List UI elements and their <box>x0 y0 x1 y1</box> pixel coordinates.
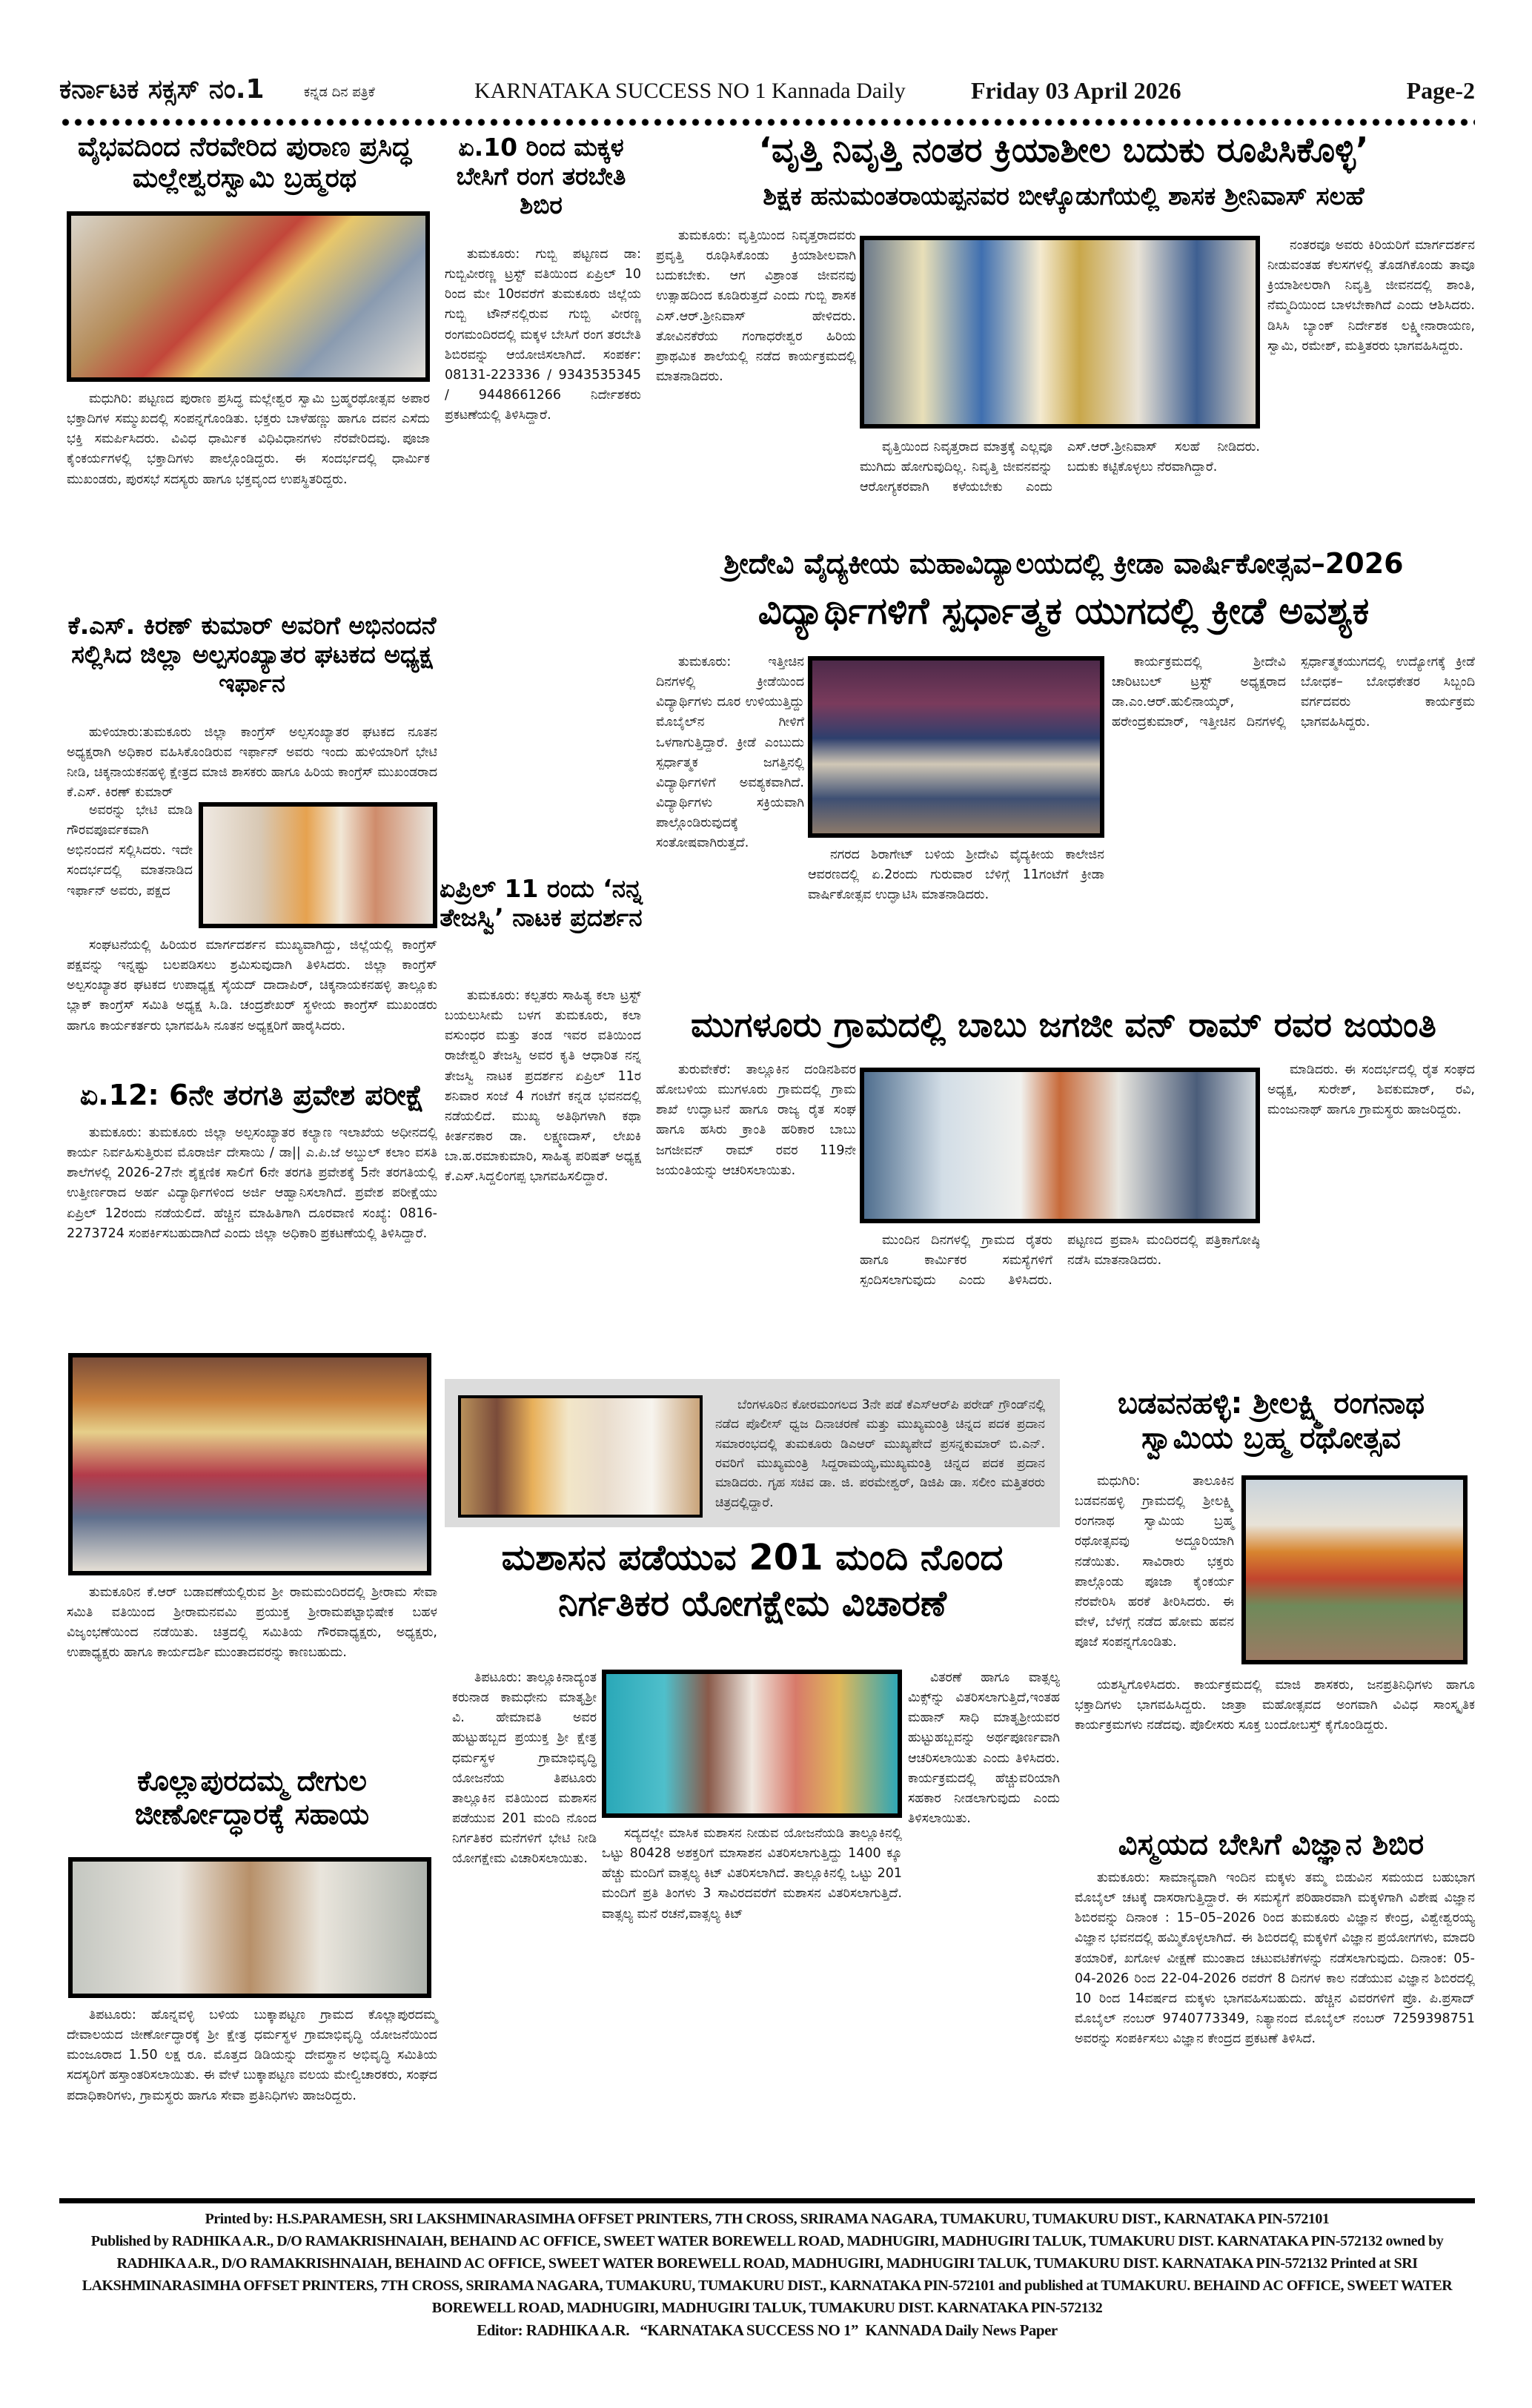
imprint-editor <box>59 2319 1475 2343</box>
retirement-body-right <box>1267 236 1475 525</box>
headline-brahmaratha: ವೈಭವದಿಂದ ನೆರವೇರಿದ ಪುರಾಣ ಪ್ರಸಿದ್ಧ ಮಲ್ಲೇಶ್ವರಸ್ವಾಮಿ ಬ್ರಹ್ಮರಥ <box>77 132 412 194</box>
article-text: ತುಮಕೂರು: ಗುಬ್ಬಿ ಪಟ್ಟಣದ ಡಾ: ಗುಬ್ಬಿವೀರಣ್ಣ ಟ್ರಸ್ಟ್ ವತಿಯಿಂದ ಏಪ್ರಿಲ್ 10 ರಿಂದ ಮೇ 10ರವರೆಗೆ ತುಮಕೂರು ಜಿಲ್ಲೆಯ ಗುಬ್ಬಿ ಟೌನ್‌ನಲ್ಲಿರುವ ಗುಬ್ಬಿ ವೀರಣ್ಣ ರಂಗಮಂದಿರದಲ್ಲಿ ಮಕ್ಕಳ ಬೇಸಿಗೆ ರಂಗ ತರಬೇತಿ ಶಿಬಿರವನ್ನು ಆಯೋಜಿಸಲಾಗಿದೆ. ಸಂಪರ್ಕ: 08131-223336 / 9343535345 / 9448661266 ನಿರ್ದೇಶಕರು ಪ್ರಕಟಣೆಯಲ್ಲಿ ತಿಳಿಸಿದ್ದಾರೆ. <box>445 247 641 423</box>
photo-badavanahalli <box>1241 1475 1468 1664</box>
retirement-body-left <box>656 226 856 523</box>
article-text: ಸಂಘಟನೆಯಲ್ಲಿ ಹಿರಿಯರ ಮಾರ್ಗದರ್ಶನ ಮುಖ್ಯವಾಗಿದ್ದು, ಜಿಲ್ಲೆಯಲ್ಲಿ ಕಾಂಗ್ರೆಸ್ ಪಕ್ಷವನ್ನು ಇನ್ನಷ್ಟು ಬಲಪಡಿಸಲು ಶ್ರಮಿಸುವುದಾಗಿ ತಿಳಿಸಿದರು. ಜಿಲ್ಲಾ ಕಾಂಗ್ರೆಸ್ ಅಲ್ಪಸಂಖ್ಯಾತರ ಘಟಕದ ಉಪಾಧ್ಯಕ್ಷ ಸೈಯದ್ ದಾದಾಪಿರ್, ಚಿಕ್ಕನಾಯಕನಹಳ್ಳಿ ತಾಲ್ಲೂಕು ಬ್ಲಾಕ್ ಕಾಂಗ್ರೆಸ್ ಸಮಿತಿ ಅಧ್ಯಕ್ಷ ಸಿ.ಡಿ. ಚಂದ್ರಶೇಖರ್ ಸ್ಥಳೀಯ ಕಾಂಗ್ರೆಸ್ ಮುಖಂಡರು ಹಾಗೂ ಕಾರ್ಯಕರ್ತರು ಭಾಗವಹಿಸಿ ನೂತನ ಅಧ್ಯಕ್ಷರಿಗೆ ಹಾರೈಸಿದರು. <box>67 938 437 1033</box>
masthead <box>59 74 1475 119</box>
sports-body-right <box>1112 652 1475 971</box>
headline-science-camp: ವಿಸ್ಮಯದ ಬೇಸಿಗೆ ವಿಜ್ಞಾನ ಶಿಬಿರ <box>1118 1828 1425 1862</box>
article-text: ಬೆಂಗಳೂರಿನ ಕೋರಮಂಗಲದ 3ನೇ ಪಡೆ ಕೆಎಸ್‌ಆರ್‌ಪಿ ಪರೇಡ್ ಗ್ರೌಂಡ್‌ನಲ್ಲಿ ನಡೆದ ಪೊಲೀಸ್ ಧ್ವಜ ದಿನಾಚರಣೆ ಮತ್ತು ಮುಖ್ಯಮಂತ್ರಿ ಚಿನ್ನದ ಪದಕ ಪ್ರದಾನ ಸಮಾರಂಭದಲ್ಲಿ ತುಮಕೂರು ಡಿಎಆರ್ ಮುಖ್ಯಪೇದೆ ಪ್ರಸನ್ನಕುಮಾರ್ ಬಿ.ಎನ್. ರವರಿಗೆ ಮುಖ್ಯಮಂತ್ರಿ ಸಿದ್ದರಾಮಯ್ಯ,ಮುಖ್ಯಮಂತ್ರಿ ಚಿನ್ನದ ಪದಕ ಪ್ರದಾನ ಮಾಡಿದರು. ಗೃಹ ಸಚಿವ ಡಾ. ಜಿ. ಪರಮೇಶ್ವರ್, ಡಿಜಿಪಿ ಡಾ. ಸಲೀಂ ಮತ್ತಿತರರು ಚಿತ್ರದಲ್ಲಿದ್ದಾರೆ. <box>715 1398 1045 1510</box>
page-number: Page-2 <box>1406 77 1475 104</box>
article-text: ಯಶಸ್ವಿಗೊಳಿಸಿದರು. ಕಾರ್ಯಕ್ರಮದಲ್ಲಿ ಮಾಜಿ ಶಾಸಕರು, ಜನಪ್ರತಿನಿಧಿಗಳು ಹಾಗೂ ಭಕ್ತಾದಿಗಳು ಭಾಗವಹಿಸಿದ್ದರು. ಜಾತ್ರಾ ಮಹೋತ್ಸವದ ಅಂಗವಾಗಿ ವಿವಿಧ ಸಾಂಸ್ಕೃತಿಕ ಕಾರ್ಯಕ್ರಮಗಳು ನಡೆದವು. ಪೊಲೀಸರು ಸೂಕ್ತ ಬಂದೋಬಸ್ತ್ ಕೈಗೊಂಡಿದ್ದರು. <box>1075 1678 1475 1733</box>
article-text: ನಂತರವೂ ಅವರು ಕಿರಿಯರಿಗೆ ಮಾರ್ಗದರ್ಶನ ನೀಡುವಂತಹ ಕೆಲಸಗಳಲ್ಲಿ ತೊಡಗಿಕೊಂಡು ತಾವೂ ಕ್ರಿಯಾಶೀಲರಾಗಿ ನಿವೃತ್ತಿ ಜೀವನದಲ್ಲಿ ಶಾಂತಿ, ನೆಮ್ಮದಿಯಿಂದ ಬಾಳಬೇಕಾಗಿದೆ ಎಂದು ಆಶಿಸಿದರು. ಡಿಸಿಸಿ ಬ್ಯಾಂಕ್ ನಿರ್ದೇಶಕ ಲಕ್ಷ್ಮೀನಾರಾಯಣ, ಸ್ವಾಮಿ, ರಮೇಶ್, ಮತ್ತಿತರರು ಭಾಗವಹಿಸಿದ್ದರು. <box>1267 238 1475 354</box>
drama-body <box>445 986 641 1357</box>
photo-kiran-kumar <box>199 802 437 928</box>
photo-jagjivan <box>860 1068 1260 1223</box>
jagjivan-body-mid <box>860 1231 1260 1372</box>
badavanahalli-body-side <box>1075 1472 1234 1672</box>
subheadline-retirement: ಶಿಕ್ಷಕ ಹನುಮಂತರಾಯಪ್ಪನವರ ಬೀಳ್ಕೊಡುಗೆಯಲ್ಲಿ ಶಾಸಕ ಶ್ರೀನಿವಾಸ್ ಸಲಹೆ <box>763 182 1364 211</box>
photo-pension <box>602 1670 902 1818</box>
headline-kollapura: ಕೊಲ್ಲಾಪುರದಮ್ಮ ದೇಗುಲ ಜೀರ್ಣೋದ್ಧಾರಕ್ಕೆ ಸಹಾಯ <box>134 1764 370 1830</box>
jagjivan-body-right <box>1267 1060 1475 1372</box>
kollapura-body <box>67 2005 437 2191</box>
kannada-title: ಕರ್ನಾಟಕ ಸಕ್ಸಸ್ ನಂ.1 <box>59 74 265 105</box>
english-title: KARNATAKA SUCCESS NO 1 Kannada Daily <box>474 79 906 103</box>
police-medal-caption <box>715 1395 1045 1521</box>
article-text: ತಿಪಟೂರು: ಹೊನ್ನವಳ್ಳಿ ಬಳಿಯ ಬುಕ್ಕಾಪಟ್ಟಣ ಗ್ರಾಮದ ಕೊಲ್ಲಾಪುರದಮ್ಮ ದೇವಾಲಯದ ಜೀರ್ಣೋದ್ಧಾರಕ್ಕೆ ಶ್ರೀ ಕ್ಷೇತ್ರ ಧರ್ಮಸ್ಥಳ ಗ್ರಾಮಾಭಿವೃದ್ಧಿ ಯೋಜನೆಯಿಂದ ಮಂಜೂರಾದ 1.50 ಲಕ್ಷ ರೂ. ಮೊತ್ತದ ಡಿಡಿಯನ್ನು ದೇವಸ್ಥಾನ ಅಭಿವೃದ್ಧಿ ಸಮಿತಿಯ ಸದಸ್ಯರಿಗೆ ಹಸ್ತಾಂತರಿಸಲಾಯಿತು. ಈ ವೇಳೆ ಬುಕ್ಕಾಪಟ್ಟಣ ವಲಯ ಮೇಲ್ವಿಚಾರಕರು, ಸಂಘದ ಪದಾಧಿಕಾರಿಗಳು, ಗ್ರಾಮಸ್ಥರು ಹಾಗೂ ಸೇವಾ ಪ್ರತಿನಿಧಿಗಳು ಹಾಜರಿದ್ದರು. <box>67 2008 437 2103</box>
article-text: ತುಮಕೂರಿನ ಕೆ.ಆರ್ ಬಡಾವಣೆಯಲ್ಲಿರುವ ಶ್ರೀ ರಾಮಮಂದಿರದಲ್ಲಿ ಶ್ರೀರಾಮ ಸೇವಾ ಸಮಿತಿ ವತಿಯಿಂದ ಶ್ರೀರಾಮನವಮಿ ಪ್ರಯುಕ್ತ ಶ್ರೀರಾಮಪಟ್ಟಾಭಿಷೇಕ ಬಹಳ ವಿಜೃಂಭಣೆಯಿಂದ ನಡೆಯಿತು. ಚಿತ್ರದಲ್ಲಿ ಸಮಿತಿಯ ಗೌರವಾಧ್ಯಕ್ಷರು, ಅಧ್ಯಕ್ಷರು, ಉಪಾಧ್ಯಕ್ಷರು ಹಾಗೂ ಕಾರ್ಯದರ್ಶಿ ಮುಂತಾದವರನ್ನು ಕಾಣಬಹುದು. <box>67 1585 437 1661</box>
photo-sports-day <box>808 656 1104 838</box>
kannada-subtitle: ಕನ್ನಡ ದಿನ ಪತ್ರಿಕೆ <box>304 85 375 100</box>
article-text: ತುಮಕೂರು: ಇತ್ತೀಚಿನ ದಿನಗಳಲ್ಲಿ ಕ್ರೀಡೆಯಿಂದ ವಿದ್ಯಾರ್ಥಿಗಳು ದೂರ ಉಳಿಯುತ್ತಿದ್ದು ಮೊಬೈಲ್‌ನ ಗೀಳಿಗೆ ಒಳಗಾಗುತ್ತಿದ್ದಾರೆ. ಕ್ರೀಡೆ ಎಂಬುದು ಸ್ಪರ್ಧಾತ್ಮಕ ಜಗತ್ತಿನಲ್ಲಿ ವಿದ್ಯಾರ್ಥಿಗಳಿಗೆ ಅವಶ್ಯಕವಾಗಿದೆ. ವಿದ್ಯಾರ್ಥಿಗಳು ಸಕ್ರಿಯವಾಗಿ ಪಾಲ್ಗೊಂಡಿರುವುದಕ್ಕೆ ಸಂತೋಷವಾಗಿರುತ್ತದೆ. <box>656 655 804 851</box>
article-text: ಮಧುಗಿರಿ: ಪಟ್ಟಣದ ಪುರಾಣ ಪ್ರಸಿದ್ಧ ಮಲ್ಲೇಶ್ವರ ಸ್ವಾಮಿ ಬ್ರಹ್ಮರಥೋತ್ಸವ ಅಪಾರ ಭಕ್ತಾದಿಗಳ ಸಮ್ಮುಖದಲ್ಲಿ ಸಂಪನ್ನಗೊಂಡಿತು. ಭಕ್ತರು ಬಾಳೆಹಣ್ಣು ಹಾಗೂ ದವನ ಎಸೆದು ಭಕ್ತಿ ಸಮರ್ಪಿಸಿದರು. ವಿವಿಧ ಧಾರ್ಮಿಕ ವಿಧಿವಿಧಾನಗಳು ನೆರವೇರಿದವು. ಪೂಜಾ ಕೈಂಕರ್ಯಗಳಲ್ಲಿ ಭಕ್ತಾದಿಗಳು ಪಾಲ್ಗೊಂಡಿದ್ದರು. ಈ ಸಂದರ್ಭದಲ್ಲಿ ಧಾರ್ಮಿಕ ಮುಖಂಡರು, ಪುರಸಭೆ ಸದಸ್ಯರು ಹಾಗೂ ಭಕ್ತವೃಂದ ಉಪಸ್ಥಿತರಿದ್ದರು. <box>67 391 430 487</box>
paper-name: “KARNATAKA SUCCESS NO 1” <box>640 2321 859 2339</box>
headline-summer-camp: ಏ.10 ರಿಂದ ಮಕ್ಕಳ ಬೇಸಿಗೆ ರಂಗ ತರಬೇತಿ ಶಿಬಿರ <box>456 133 626 219</box>
article-text: ತುಮಕೂರು: ವೃತ್ತಿಯಿಂದ ನಿವೃತ್ತರಾದವರು ಪ್ರವೃತ್ತಿ ರೂಢಿಸಿಕೊಂಡು ಕ್ರಿಯಾಶೀಲವಾಗಿ ಬದುಕಬೇಕು. ಆಗ ವಿಶ್ರಾಂತ ಜೀವನವು ಉತ್ಸಾಹದಿಂದ ಕೂಡಿರುತ್ತದೆ ಎಂದು ಗುಬ್ಬಿ ಶಾಸಕ ಎಸ್.ಆರ್.ಶ್ರೀನಿವಾಸ್ ಹೇಳಿದರು. ತೋವಿನಕೆರೆಯ ಗಂಗಾಧರೇಶ್ವರ ಹಿರಿಯ ಪ್ರಾಥಮಿಕ ಶಾಲೆಯಲ್ಲಿ ನಡೆದ ಕಾರ್ಯಕ್ರಮದಲ್ಲಿ ಮಾತನಾಡಿದರು. <box>656 228 856 384</box>
headline-entrance-exam: ಏ.12: 6ನೇ ತರಗತಿ ಪ್ರವೇಶ ಪರೀಕ್ಷೆ <box>79 1079 425 1111</box>
photo-retirement <box>860 236 1260 429</box>
article-text: ಹುಳಿಯಾರು:ತುಮಕೂರು ಜಿಲ್ಲಾ ಕಾಂಗ್ರೆಸ್ ಅಲ್ಪಸಂಖ್ಯಾತರ ಘಟಕದ ನೂತನ ಅಧ್ಯಕ್ಷರಾಗಿ ಅಧಿಕಾರ ವಹಿಸಿಕೊಂಡಿರುವ ಇರ್ಫಾನ್ ಅವರು ಇಂದು ಹುಳಿಯಾರಿಗೆ ಭೇಟಿ ನೀಡಿ, ಚಿಕ್ಕನಾಯಕನಹಳ್ಳಿ ಕ್ಷೇತ್ರದ ಮಾಜಿ ಶಾಸಕರು ಹಾಗೂ ಹಿರಿಯ ಕಾಂಗ್ರೆಸ್ ಮುಖಂಡರಾದ ಕೆ.ಎಸ್. ಕಿರಣ್ ಕುಮಾರ್ <box>67 725 437 801</box>
headline-badavanahalli: ಬಡವನಹಳ್ಳಿ: ಶ್ರೀಲಕ್ಷ್ಮಿ ರಂಗನಾಥ ಸ್ವಾಮಿಯ ಬ್ರಹ್ಮ ರಥೋತ್ಸವ <box>1117 1386 1425 1456</box>
headline-pension: ಮಶಾಸನ ಪಡೆಯುವ 201 ಮಂದಿ ನೊಂದ ನಿರ್ಗತಿಕರ ಯೋಗಕ್ಷೇಮ ವಿಚಾರಣೆ <box>501 1537 1004 1625</box>
entrance-exam-body <box>67 1123 437 1346</box>
article-text: ತಿಪಟೂರು: ತಾಲ್ಲೂಕಿನಾದ್ಯಂತ ಕರುನಾಡ ಕಾಮಧೇನು ಮಾತೃಶ್ರೀ ವಿ. ಹೇಮಾವತಿ ಅವರ ಹುಟ್ಟುಹಬ್ಬದ ಪ್ರಯುಕ್ತ ಶ್ರೀ ಕ್ಷೇತ್ರ ಧರ್ಮಸ್ಥಳ ಗ್ರಾಮಾಭಿವೃದ್ಧಿ ಯೋಜನೆಯ ತಿಪಟೂರು ತಾಲ್ಲೂಕಿನ ವತಿಯಿಂದ ಮಶಾಸನ ಪಡೆಯುವ 201 ಮಂದಿ ನೊಂದ ನಿರ್ಗತಿಕರ ಮನೆಗಳಿಗೆ ಭೇಟಿ ನೀಡಿ ಯೋಗಕ್ಷೇಮ ವಿಚಾರಿಸಲಾಯಿತು. <box>452 1670 597 1867</box>
article-text: ಮುಂದಿನ ದಿನಗಳಲ್ಲಿ ಗ್ರಾಮದ ರೈತರು ಹಾಗೂ ಕಾರ್ಮಿಕರ ಸಮಸ್ಯೆಗಳಿಗೆ ಸ್ಪಂದಿಸಲಾಗುವುದು ಎಂದು ತಿಳಿಸಿದರು. ಪಟ್ಟಣದ ಪ್ರವಾಸಿ ಮಂದಿರದಲ್ಲಿ ಪತ್ರಿಕಾಗೋಷ್ಠಿ ನಡೆಸಿ ಮಾತನಾಡಿದರು. <box>860 1233 1260 1289</box>
article-text: ಮಧುಗಿರಿ: ತಾಲೂಕಿನ ಬಡವನಹಳ್ಳಿ ಗ್ರಾಮದಲ್ಲಿ ಶ್ರೀಲಕ್ಷ್ಮಿ ರಂಗನಾಥ ಸ್ವಾಮಿಯ ಬ್ರಹ್ಮ ರಥೋತ್ಸವವು ಅದ್ದೂರಿಯಾಗಿ ನಡೆಯಿತು. ಸಾವಿರಾರು ಭಕ್ತರು ಪಾಲ್ಗೊಂಡು ಪೂಜಾ ಕೈಂಕರ್ಯ ನೆರವೇರಿಸಿ ಹರಕೆ ತೀರಿಸಿದರು. ಈ ವೇಳೆ, ಬೆಳಗ್ಗೆ ನಡೆದ ಹೋಮ ಹವನ ಪೂಜೆ ಸಂಪನ್ನಗೊಂಡಿತು. <box>1075 1474 1234 1650</box>
police-medal-box <box>445 1379 1060 1527</box>
article-text: ಕಾರ್ಯಕ್ರಮದಲ್ಲಿ ಶ್ರೀದೇವಿ ಚಾರಿಟಬಲ್ ಟ್ರಸ್ಟ್ ಅಧ್ಯಕ್ಷರಾದ ಡಾ.ಎಂ.ಆರ್.ಹುಲಿನಾಯ್ಕರ್, ಹರೇಂದ್ರಕುಮಾರ್, ಇತ್ತೀಚಿನ ದಿನಗಳಲ್ಲಿ ಸ್ಪರ್ಧಾತ್ಮಕಯುಗದಲ್ಲಿ ಉದ್ಯೋಗಕ್ಕೆ ಕ್ರೀಡೆ ಬೋಧಕ– ಬೋಧಕೇತರ ಸಿಬ್ಬಂದಿ ವರ್ಗದವರು ಕಾರ್ಯಕ್ರಮ ಭಾಗವಹಿಸಿದ್ದರು. <box>1112 655 1475 730</box>
paper-desc: KANNADA Daily News Paper <box>865 2321 1058 2339</box>
headline-jagjivan: ಮುಗಳೂರು ಗ್ರಾಮದಲ್ಲಿ ಬಾಬು ಜಗಜೀ ವನ್ ರಾಮ್ ರವರ ಜಯಂತಿ <box>691 1005 1436 1045</box>
article-text: ತುಮಕೂರು: ಕಲ್ಪತರು ಸಾಹಿತ್ಯ ಕಲಾ ಟ್ರಸ್ಟ್ ಬಯಲುಸೀಮೆ ಬಳಗ ತುಮಕೂರು, ಕಲಾ ವಸುಂಧರ ಮತ್ತು ತಂಡ ಇವರ ವತಿಯಿಂದ ರಾಜೇಶ್ವರಿ ತೇಜಸ್ವಿ ಅವರ ಕೃತಿ ಆಧಾರಿತ ನನ್ನ ತೇಜಸ್ವಿ ನಾಟಕ ಪ್ರದರ್ಶನ ಏಪ್ರಿಲ್ 11ರ ಶನಿವಾರ ಸಂಜೆ 4 ಗಂಟೆಗೆ ಕನ್ನಡ ಭವನದಲ್ಲಿ ನಡೆಯಲಿದೆ. ಮುಖ್ಯ ಅತಿಥಿಗಳಾಗಿ ಕಥಾ ಕೀರ್ತನಕಾರ ಡಾ. ಲಕ್ಷ್ಮಣದಾಸ್, ಲೇಖಕಿ ಬಾ.ಹ.ರಮಾಕುಮಾರಿ, ಸಾಹಿತ್ಯ ಪರಿಷತ್ ಅಧ್ಯಕ್ಷ ಕೆ.ಎಸ್.ಸಿದ್ದಲಿಂಗಪ್ಪ ಭಾಗವಹಿಸಲಿದ್ದಾರೆ. <box>445 988 641 1185</box>
photo-rama-temple <box>68 1353 431 1575</box>
article-text: ತುಮಕೂರು: ಸಾಮಾನ್ಯವಾಗಿ ಇಂದಿನ ಮಕ್ಕಳು ತಮ್ಮ ಬಿಡುವಿನ ಸಮಯದ ಬಹುಭಾಗ ಮೊಬೈಲ್ ಚಟಕ್ಕೆ ದಾಸರಾಗುತ್ತಿದ್ದಾರೆ. ಈ ಸಮಸ್ಯೆಗೆ ಪರಿಹಾರವಾಗಿ ಮಕ್ಕಳಿಗಾಗಿ ವಿಶೇಷ ವಿಜ್ಞಾನ ಶಿಬಿರವನ್ನು ದಿನಾಂಕ : 15–05–2026 ರಿಂದ ತುಮಕೂರು ವಿಜ್ಞಾನ ಕೇಂದ್ರ, ವಿಶ್ವೇಶ್ವರಯ್ಯ ವಿಜ್ಞಾನ ಭವನದಲ್ಲಿ ಹಮ್ಮಿಕೊಳ್ಳಲಾಗಿದೆ. ಈ ಶಿಬಿರದಲ್ಲಿ ಮಕ್ಕಳಿಗೆ ವಿಜ್ಞಾನ ಪ್ರಯೋಗಗಳು, ಮಾದರಿ ತಯಾರಿಕೆ, ಖಗೋಳ ವೀಕ್ಷಣೆ ಮುಂತಾದ ಚಟುವಟಿಕೆಗಳನ್ನು ನಡೆಸಲಾಗುವುದು. ದಿನಾಂಕ: 05-04-2026 ರಿಂದ 22-04-2026 ರವರೆಗೆ 8 ದಿನಗಳ ಕಾಲ ನಡೆಯುವ ವಿಜ್ಞಾನ ಶಿಬಿರದಲ್ಲಿ 10 ರಿಂದ 14ವರ್ಷದ ಮಕ್ಕಳು ಭಾಗವಹಿಸಬಹುದು. ಹೆಚ್ಚಿನ ವಿವರಗಳಿಗೆ ಪ್ರೊ. ಪಿ.ಪ್ರಸಾದ್ ಮೊಬೈಲ್ ನಂಬರ್ 9740773349, ನಿತ್ಯಾನಂದ ಮೊಬೈಲ್ ನಂಬರ್ 7259398751 ಅವರನ್ನು ಸಂಪರ್ಕಿಸಲು ವಿಜ್ಞಾನ ಕೇಂದ್ರದ ಪ್ರಕಟಣೆ ತಿಳಿಸಿದೆ. <box>1075 1870 1475 2046</box>
summer-camp-body <box>445 245 641 830</box>
article-text: ತುಮಕೂರು: ತುಮಕೂರು ಜಿಲ್ಲಾ ಅಲ್ಪಸಂಖ್ಯಾತರ ಕಲ್ಯಾಣ ಇಲಾಖೆಯ ಅಧೀನದಲ್ಲಿ ಕಾರ್ಯ ನಿರ್ವಹಿಸುತ್ತಿರುವ ಮೊರಾರ್ಜಿ ದೇಸಾಯಿ / ಡಾ|| ಎ.ಪಿ.ಜೆ ಅಬ್ದುಲ್ ಕಲಾಂ ವಸತಿ ಶಾಲೆಗಳಲ್ಲಿ 2026-27ನೇ ಶೈಕ್ಷಣಿಕ ಸಾಲಿಗೆ 6ನೇ ತರಗತಿ ಪ್ರವೇಶಕ್ಕೆ 5ನೇ ತರಗತಿಯಲ್ಲಿ ಉತ್ತೀರ್ಣರಾದ ಅರ್ಹ ವಿದ್ಯಾರ್ಥಿಗಳಿಂದ ಅರ್ಜಿ ಆಹ್ವಾನಿಸಲಾಗಿದೆ. ಪ್ರವೇಶ ಪರೀಕ್ಷೆಯು ಏಪ್ರಿಲ್ 12ರಂದು ನಡೆಯಲಿದೆ. ಹೆಚ್ಚಿನ ಮಾಹಿತಿಗಾಗಿ ದೂರವಾಣಿ ಸಂಖ್ಯೆ: 0816-2273724 ಸಂಪರ್ಕಿಸಬಹುದಾಗಿದೆ ಎಂದು ಜಿಲ್ಲಾ ಅಧಿಕಾರಿ ಪ್ರಕಟಣೆಯಲ್ಲಿ ತಿಳಿಸಿದ್ದಾರೆ. <box>67 1125 437 1241</box>
sports-body-left <box>656 652 804 971</box>
issue-date: Friday 03 April 2026 <box>971 77 1181 104</box>
pension-body-left <box>452 1668 597 2187</box>
photo-kollapura <box>68 1857 431 1998</box>
badavanahalli-body-bottom <box>1075 1676 1475 1824</box>
article-text: ವೃತ್ತಿಯಿಂದ ನಿವೃತ್ತರಾದ ಮಾತ್ರಕ್ಕೆ ಎಲ್ಲವೂ ಮುಗಿದು ಹೋಗುವುದಿಲ್ಲ. ನಿವೃತ್ತಿ ಜೀವನವನ್ನು ಆರೋಗ್ಯಕರವಾಗಿ ಕಳೆಯಬೇಕು ಎಂದು ಎಸ್.ಆರ್.ಶ್ರೀನಿವಾಸ್ ಸಲಹೆ ನೀಡಿದರು. ಬದುಕು ಕಟ್ಟಿಕೊಳ್ಳಲು ನೆರವಾಗಿದ್ದಾರೆ. <box>860 440 1260 495</box>
imprint-published-by: Published by RADHIKA A.R., D/O RAMAKRISHNAIAH, BEHAIND AC OFFICE, SWEET WATER BOREWELL ROAD, MADHUGIRI, MADHUGIRI TALUK, TUMAKURU DIST. KARNATAKA PIN-572132 owned by RADHIKA A.R., D/O RAMAKRISHNAIAH, BEHAIND AC OFFICE, SWEET WATER BOREWELL ROAD, MADHUGIRI, MADHUGIRI TALUK, TUMAKURU DIST. KARNATAKA PIN-572132 Printed at SRI LAKSHMINARASIMHA OFFSET PRINTERS, 7TH CROSS, SRIRAMA NAGARA, TUMAKURU, TUMAKURU DIST., KARNATAKA PIN-572101 and published at TUMAKURU. BEHAIND AC OFFICE, SWEET WATER BOREWELL ROAD, MADHUGIRI, MADHUGIRI TALUK, TUMAKURU DIST. KARNATAKA PIN-572132 <box>82 2233 1453 2316</box>
pension-body-mid <box>602 1824 902 2187</box>
imprint-printed-by: Printed by: H.S.PARAMESH, SRI LAKSHMINARASIMHA OFFSET PRINTERS, 7TH CROSS, SRIRAMA NAGARA, TUMAKURU, TUMAKURU DIST., KARNATAKA PIN-572101 <box>205 2211 1330 2227</box>
article-text: ನಗರದ ಶಿರಾಗೇಟ್ ಬಳಿಯ ಶ್ರೀದೇವಿ ವೈದ್ಯಕೀಯ ಕಾಲೇಜಿನ ಆವರಣದಲ್ಲಿ ಏ.2ರಂದು ಗುರುವಾರ ಬೆಳಿಗ್ಗೆ 11ಗಂಟೆಗೆ ಕ್ರೀಡಾ ವಾರ್ಷಿಕೋತ್ಸವ ಉದ್ಘಾಟಿಸಿ ಮಾತನಾಡಿದರು. <box>808 847 1104 903</box>
pension-body-right <box>908 1668 1060 2187</box>
photo-police-medal <box>458 1395 703 1518</box>
photo-brahmaratha <box>67 211 430 382</box>
kicker-sports-day: ಶ್ರೀದೇವಿ ವೈದ್ಯಕೀಯ ಮಹಾವಿದ್ಯಾಲಯದಲ್ಲಿ ಕ್ರೀಡಾ ವಾರ್ಷಿಕೋತ್ಸವ–2026 <box>723 547 1404 580</box>
article-text: ಸದ್ಯದಲ್ಲೇ ಮಾಸಿಕ ಮಶಾಸನ ನೀಡುವ ಯೋಜನೆಯಡಿ ತಾಲ್ಲೂಕಿನಲ್ಲಿ ಒಟ್ಟು 80428 ಅಶಕ್ತರಿಗೆ ಮಾಸಾಶನ ವಿತರಿಸಲಾಗುತ್ತಿದ್ದು 1400 ಕ್ಕೂ ಹೆಚ್ಚು ಮಂದಿಗೆ ವಾತ್ಸಲ್ಯ ಕಿಟ್ ವಿತರಿಸಲಾಗಿದೆ. ತಾಲ್ಲೂಕಿನಲ್ಲಿ ಒಟ್ಟು 201 ಮಂದಿಗೆ ಪ್ರತಿ ತಿಂಗಳು 3 ಸಾವಿರದವರೆಗೆ ಮಶಾಸನ ವಿತರಿಸಲಾಗುತ್ತಿದೆ. ವಾತ್ಸಲ್ಯ ಮನೆ ರಚನೆ,ವಾತ್ಸಲ್ಯ ಕಿಟ್ <box>602 1826 902 1922</box>
dotted-divider <box>59 117 1475 128</box>
article-text: ತುರುವೇಕೆರೆ: ತಾಲ್ಲೂಕಿನ ದಂಡಿನಶಿವರ ಹೋಬಳಿಯ ಮುಗಳೂರು ಗ್ರಾಮದಲ್ಲಿ ಗ್ರಾಮ ಶಾಖೆ ಉದ್ಘಾಟನೆ ಹಾಗೂ ರಾಜ್ಯ ರೈತ ಸಂಘ ಹಾಗೂ ಹಸಿರು ಕ್ರಾಂತಿ ಹರಿಕಾರ ಬಾಬು ಜಗಜೀವನ್ ರಾಮ್ ರವರ 119ನೇ ಜಯಂತಿಯನ್ನು ಆಚರಿಸಲಾಯಿತು. <box>656 1062 856 1178</box>
headline-sports-day: ವಿದ್ಯಾರ್ಥಿಗಳಿಗೆ ಸ್ಪರ್ಧಾತ್ಮಕ ಯುಗದಲ್ಲಿ ಕ್ರೀಡೆ ಅವಶ್ಯಕ <box>757 589 1370 632</box>
kiran-body-top <box>67 723 437 801</box>
article-brahmaratha-body <box>67 389 430 604</box>
footer-rule <box>59 2198 1475 2203</box>
sports-body-mid <box>808 845 1104 971</box>
headline-retirement: ‘ವೃತ್ತಿ ನಿವೃತ್ತಿ ನಂತರ ಕ್ರಿಯಾಶೀಲ ಬದುಕು ರೂಪಿಸಿಕೊಳ್ಳಿ’ <box>758 130 1369 170</box>
article-text: ವಿತರಣೆ ಹಾಗೂ ವಾತ್ಸಲ್ಯ ಮಿಕ್ಸ್‌ನ್ನು ವಿತರಿಸಲಾಗುತ್ತಿದೆ,ಇಂತಹ ಮಹಾನ್ ಸಾಧಿ ಮಾತೃಶ್ರೀಯವರ ಹುಟ್ಟುಹಬ್ಬವನ್ನು ಅರ್ಥಪೂರ್ಣವಾಗಿ ಆಚರಿಸಲಾಯಿತು ಎಂದು ತಿಳಿಸಿದರು. ಕಾರ್ಯಕ್ರಮದಲ್ಲಿ ಹೆಚ್ಚುವರಿಯಾಗಿ ಸಹಕಾರ ನೀಡಲಾಗುವುದು ಎಂದು ತಿಳಿಸಲಾಯಿತು. <box>908 1670 1060 1826</box>
headline-drama: ಏಪ್ರಿಲ್ 11 ರಂದು ‘ನನ್ನ ತೇಜಸ್ವಿ’ ನಾಟಕ ಪ್ರದರ್ಶನ <box>440 874 643 932</box>
temple-caption <box>67 1583 437 1753</box>
imprint-footer <box>59 2208 1475 2343</box>
jagjivan-body-left <box>656 1060 856 1372</box>
editor-label: Editor: RADHIKA A.R. <box>477 2321 630 2339</box>
science-camp-body <box>1075 1868 1475 2191</box>
kiran-body-bottom <box>67 936 437 1076</box>
retirement-body-mid <box>860 437 1260 526</box>
article-text: ಅವರನ್ನು ಭೇಟಿ ಮಾಡಿ ಗೌರವಪೂರ್ವಕವಾಗಿ ಅಭಿನಂದನೆ ಸಲ್ಲಿಸಿದರು. ಇದೇ ಸಂದರ್ಭದಲ್ಲಿ ಮಾತನಾಡಿದ ಇರ್ಫಾನ್ ಅವರು, ಪಕ್ಷದ <box>67 803 193 899</box>
headline-kiran-kumar: ಕೆ.ಎಸ್. ಕಿರಣ್ ಕುಮಾರ್ ಅವರಿಗೆ ಅಭಿನಂದನೆ ಸಲ್ಲಿಸಿದ ಜಿಲ್ಲಾ ಅಲ್ಪಸಂಖ್ಯಾತರ ಘಟಕದ ಅಧ್ಯಕ್ಷ ಇರ್ಫಾನ <box>67 611 437 698</box>
kiran-body-side <box>67 801 193 934</box>
article-text: ಮಾಡಿದರು. ಈ ಸಂದರ್ಭದಲ್ಲಿ ರೈತ ಸಂಘದ ಅಧ್ಯಕ್ಷ, ಸುರೇಶ್, ಶಿವಕುಮಾರ್, ರವಿ, ಮಂಜುನಾಥ್ ಹಾಗೂ ಗ್ರಾಮಸ್ಥರು ಹಾಜರಿದ್ದರು. <box>1267 1062 1475 1118</box>
